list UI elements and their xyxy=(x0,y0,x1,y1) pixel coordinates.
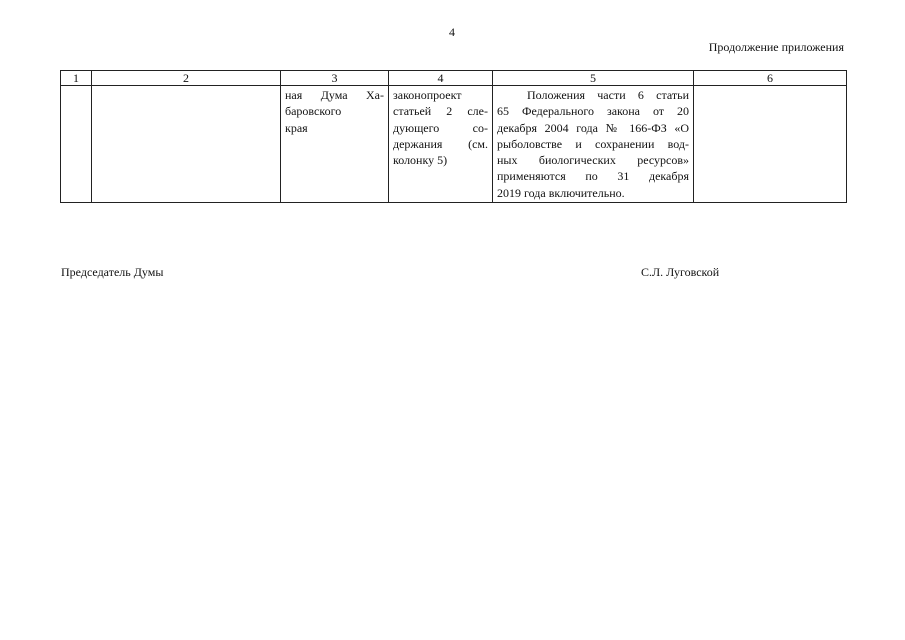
cell-col5-line: применяются по 31 декабря xyxy=(497,169,689,184)
column-header-5: 5 xyxy=(493,71,694,86)
column-header-1: 1 xyxy=(61,71,92,86)
cell-col5-line: 2019 года включительно. xyxy=(497,185,625,200)
cell-col3-line: баровского xyxy=(285,104,342,119)
signature-name: С.Л. Луговской xyxy=(641,265,720,279)
column-header-6: 6 xyxy=(694,71,847,86)
cell-col5-line: рыболовстве и сохранении вод- xyxy=(497,136,689,151)
appendix-table xyxy=(60,70,847,203)
page-number: 4 xyxy=(449,25,455,39)
cell-col3-line: ная Дума Ха- xyxy=(285,88,384,102)
table-header-row xyxy=(61,71,847,86)
cell-col4-line: дующего со- xyxy=(393,120,488,135)
continuation-label: Продолжение приложения xyxy=(708,40,844,54)
cell-col1 xyxy=(61,86,92,203)
cell-col5-line: Положения части 6 статьи xyxy=(527,88,689,102)
cell-col3-line: края xyxy=(285,120,308,135)
cell-col5 xyxy=(493,86,694,203)
column-header-2: 2 xyxy=(92,71,281,86)
cell-col5-line: ных биологических ресурсов» xyxy=(497,153,689,168)
column-header-3: 3 xyxy=(281,71,389,86)
cell-col4-line: колонку 5) xyxy=(393,153,448,168)
cell-col4-line: держания (см. xyxy=(393,136,488,151)
signature-title: Председатель Думы xyxy=(61,265,164,279)
cell-col4-line: статьей 2 сле- xyxy=(393,104,488,119)
cell-col6 xyxy=(694,86,847,203)
cell-col5-line: декабря 2004 года № 166-ФЗ «О xyxy=(497,120,689,135)
cell-col3 xyxy=(281,86,389,203)
cell-col5-line: 65 Федерального закона от 20 xyxy=(497,104,689,119)
table-row xyxy=(61,86,847,203)
column-header-4: 4 xyxy=(389,71,493,86)
cell-col2 xyxy=(92,86,281,203)
cell-col4 xyxy=(389,86,493,203)
cell-col4-line: законопроект xyxy=(393,88,462,102)
